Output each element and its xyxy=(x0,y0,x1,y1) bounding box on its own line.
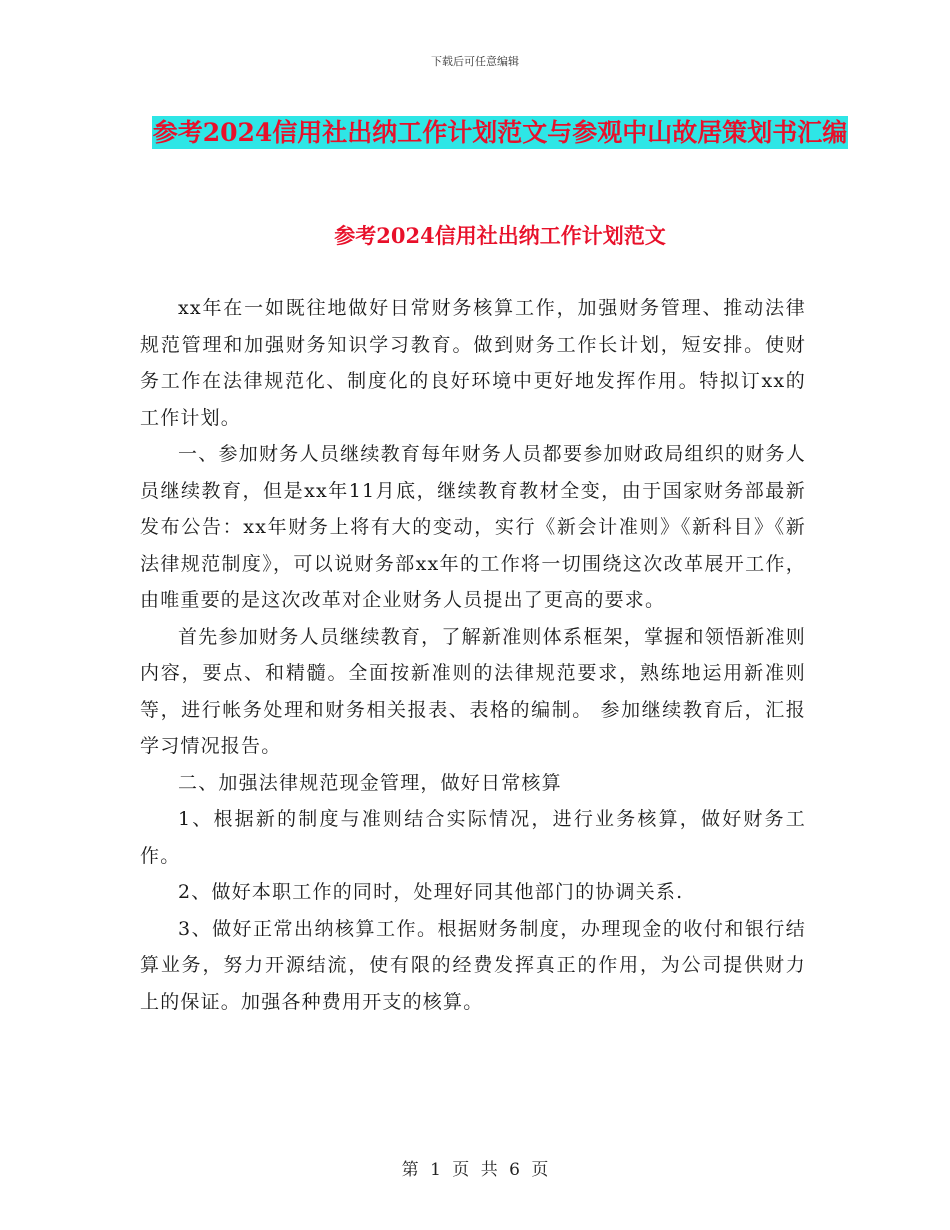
section-title: 参考2024信用社出纳工作计划范文 xyxy=(334,223,666,248)
paragraph: 首先参加财务人员继续教育，了解新准则体系框架，掌握和领悟新准则内容，要点、和精髓。全面按新准则的法律规范要求，熟练地运用新准则等，进行帐务处理和财务相关报表、表格的编制。 参加继续教育后，汇报学习情况报告。 xyxy=(140,625,806,757)
paragraph: 一、参加财务人员继续教育每年财务人员都要参加财政局组织的财务人员继续教育，但是xx年11月底，继续教育教材全变，由于国家财务部最新发布公告：xx年财务上将有大的变动，实行《新会计准则》《新科目》《新法律规范制度》，可以说财务部xx年的工作将一切围绕这次改革展开工作，由唯重要的是这次改革对企业财务人员提出了更高的要求。 xyxy=(140,443,806,611)
paragraph: 3、做好正常出纳核算工作。根据财务制度，办理现金的收付和银行结算业务，努力开源结流，使有限的经费发挥真正的作用，为公司提供财力上的保证。加强各种费用开支的核算。 xyxy=(140,917,806,1013)
paragraph: 2、做好本职工作的同时，处理好同其他部门的协调关系. xyxy=(178,881,684,903)
page-footer: 第 1 页 共 6 页 xyxy=(401,1160,549,1180)
document-body xyxy=(140,290,806,1020)
paragraph: 1、根据新的制度与准则结合实际情况，进行业务核算，做好财务工作。 xyxy=(140,808,806,867)
header-note: 下载后可任意编辑 xyxy=(431,55,519,68)
paragraph: 二、加强法律规范现金管理，做好日常核算 xyxy=(178,771,562,794)
document-title-text: 参考2024信用社出纳工作计划范文与参观中山故居策划书汇编 xyxy=(152,118,848,147)
paragraph: xx年在一如既往地做好日常财务核算工作，加强财务管理、推动法律规范管理和加强财务知识学习教育。做到财务工作长计划，短安排。使财务工作在法律规范化、制度化的良好环境中更好地发挥作用。特拟订xx的工作计划。 xyxy=(140,297,806,429)
document-title xyxy=(140,110,860,156)
